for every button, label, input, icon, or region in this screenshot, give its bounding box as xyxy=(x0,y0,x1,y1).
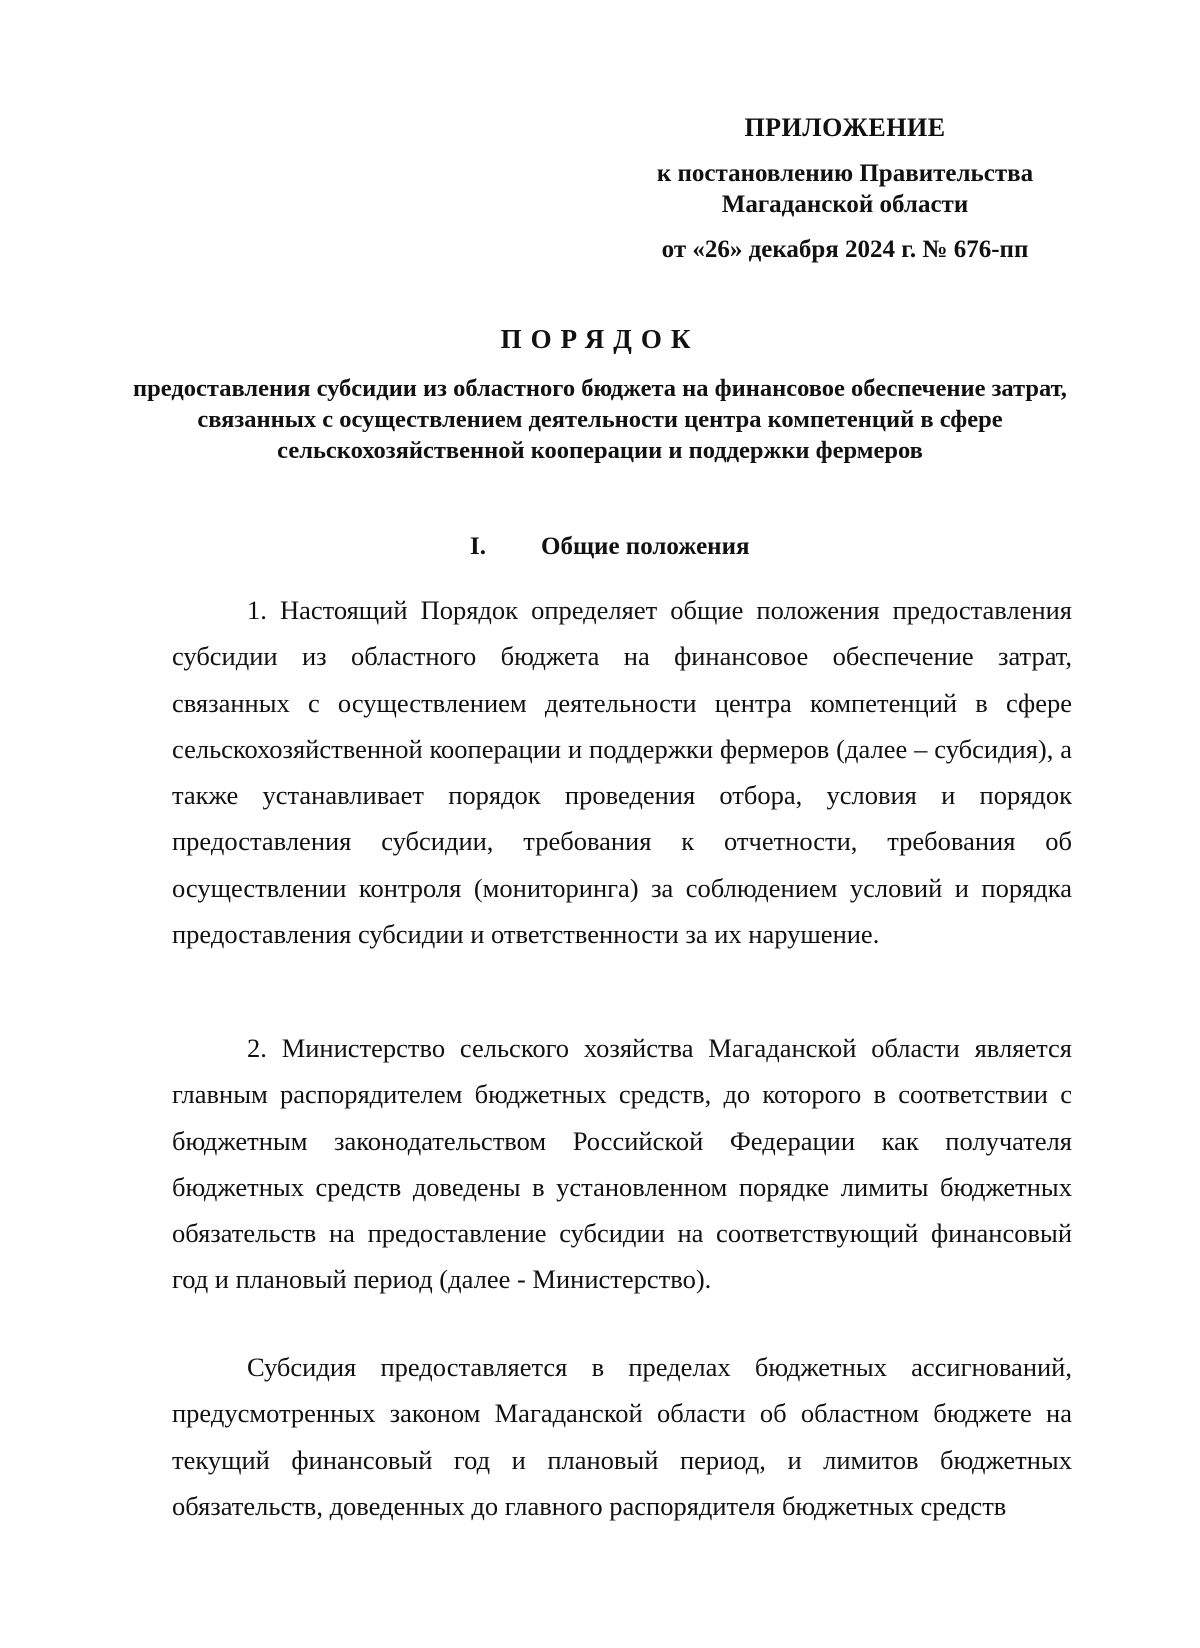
paragraph-2: 2. Министерство сельского хозяйства Магаданской области является главным распорядителем бюджетных средств, до которого в соответствии с бюджетным законодательством Российской Федерации как получателя бюджетных средств доведены в установленном порядке лимиты бюджетных обязательств на предоставление субсидии на соответствующий финансовый год и плановый период (далее - Министерство). xyxy=(172,1033,1072,1295)
paragraph-3: Субсидия предоставляется в пределах бюджетных ассигнований, предусмотренных законом Магаданской области об областном бюджете на текущий финансовый год и плановый период, и лимитов бюджетных обязательств, доведенных до главного распорядителя бюджетных средств xyxy=(172,1352,1072,1521)
annex-resolution-line: к постановлению Правительства xyxy=(656,160,1034,187)
section-number: I. xyxy=(470,533,486,560)
annex-title: ПРИЛОЖЕНИЕ xyxy=(744,113,946,142)
annex-date-number-line: от «26» декабря 2024 г. № 676-пп xyxy=(661,236,1029,263)
annex-region-line: Магаданской области xyxy=(721,191,969,218)
document-subtitle: предоставления субсидии из областного бюджета на финансовое обеспечение затрат, связанных с осуществлением деятельности центра компетенций в сфере сельскохозяйственной кооперации и поддержки фермеров xyxy=(133,375,1067,464)
paragraph-1: 1. Настоящий Порядок определяет общие положения предоставления субсидии из областного бюджета на финансовое обеспечение затрат, связанных с осуществлением деятельности центра компетенций в сфере сельскохозяйственной кооперации и поддержки фермеров (далее – субсидия), а также устанавливает порядок проведения отбора, условия и порядок предоставления субсидии, требования к отчетности, требования об осуществлении контроля (мониторинга) за соблюдением условий и порядка предоставления субсидии и ответственности за их нарушение. xyxy=(172,595,1072,950)
document-title: ПОРЯДОК xyxy=(500,324,700,354)
section-title: Общие положения xyxy=(541,533,750,560)
